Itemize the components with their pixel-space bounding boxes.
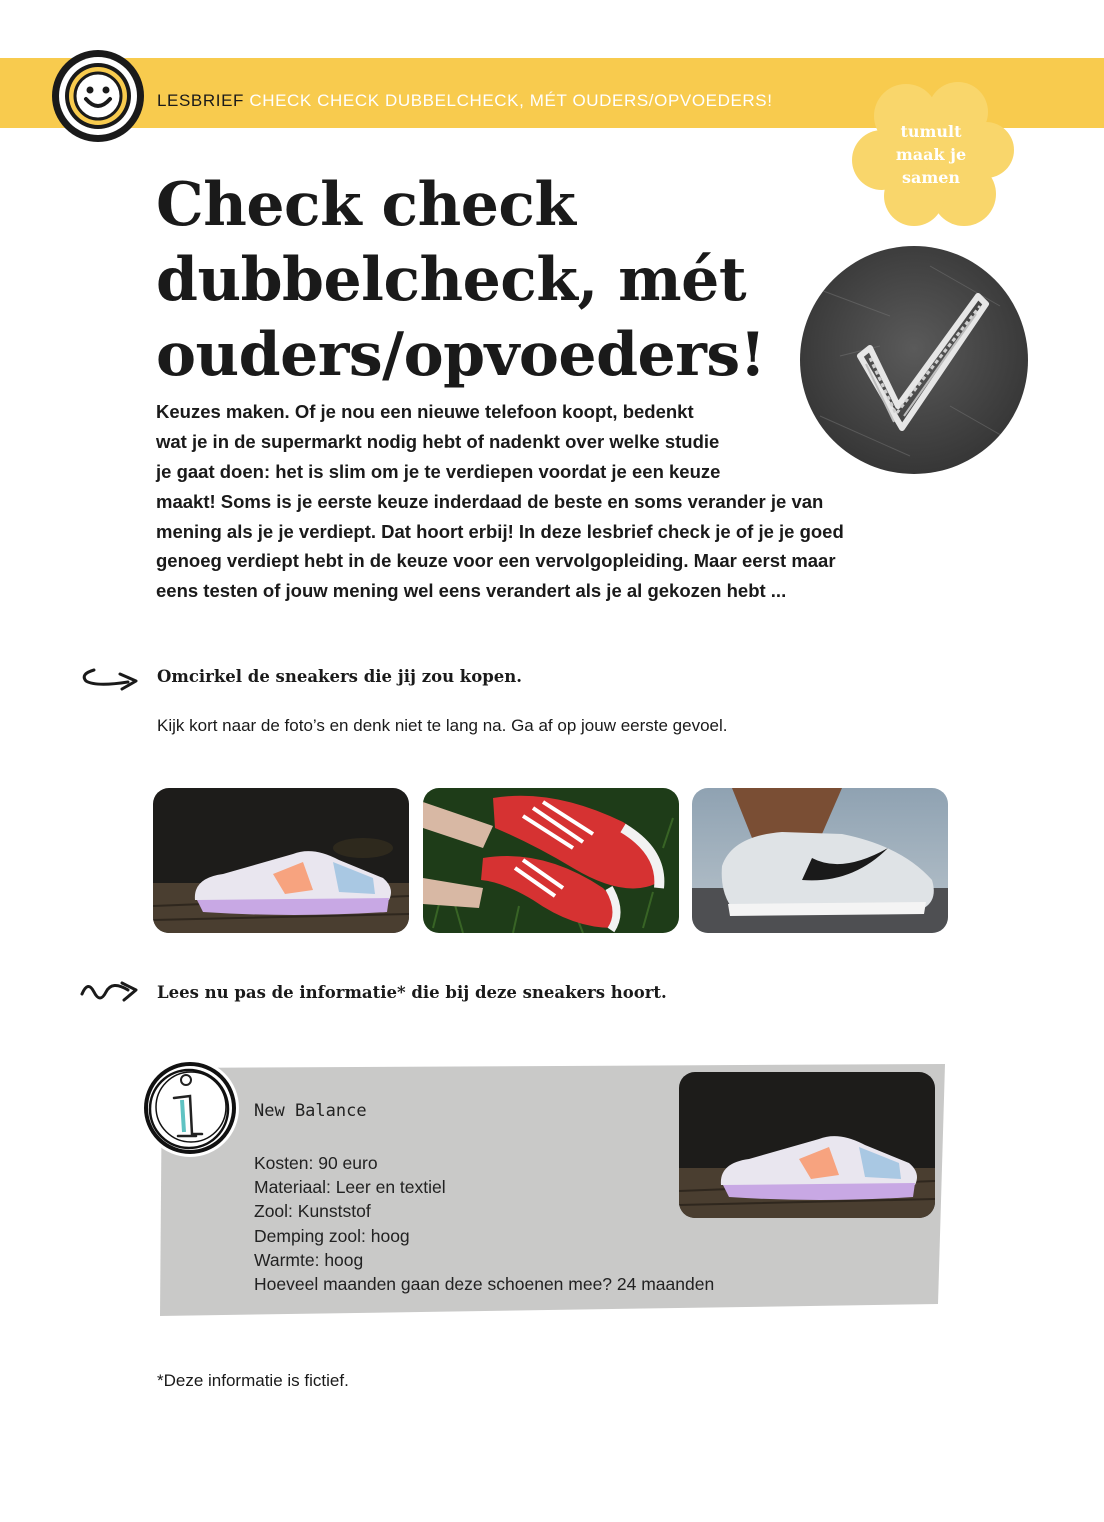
info-brand: New Balance [254, 1101, 367, 1121]
brand-line: tumult [900, 122, 962, 141]
info-line: Demping zool: hoog [254, 1225, 410, 1246]
brand-badge-text [860, 120, 1002, 189]
info-line: Zool: Kunststof [254, 1201, 371, 1222]
new-balance-sneaker-photo [153, 788, 409, 933]
info-line: Kosten: 90 euro [254, 1153, 378, 1173]
wavy-arrow-icon [78, 978, 144, 1006]
task-instruction: Lees nu pas de informatie* die bij deze sneakers hoort. [157, 983, 667, 1002]
sneaker-photo-3[interactable] [692, 788, 948, 933]
intro-line: wat je in de supermarkt nodig hebt of nadenkt over welke studie [156, 431, 720, 452]
intro-line: eens testen of jouw mening wel eens verandert als je al gekozen hebt ... [156, 580, 787, 601]
grey-nike-sneaker-photo [692, 788, 948, 933]
intro-line: maakt! Soms is je eerste keuze inderdaad de beste en soms verander je van [156, 491, 824, 512]
footnote: *Deze informatie is fictief. [157, 1371, 349, 1390]
red-canvas-sneaker-photo [423, 788, 679, 933]
info-list [254, 1151, 714, 1296]
header-subject: CHECK CHECK DUBBELCHECK, MÉT OUDERS/OPVOEDERS! [249, 91, 773, 110]
intro-line: je gaat doen: het is slim om je te verdiepen voordat je een keuze [156, 461, 721, 482]
sneaker-photo-1[interactable] [153, 788, 409, 933]
brand-line: samen [901, 168, 961, 187]
info-line: Warmte: hoog [254, 1249, 364, 1270]
task-subtext: Kijk kort naar de foto’s en denk niet te lang na. Ga af op jouw eerste gevoel. [157, 716, 728, 735]
title-line: dubbelcheck, mét [156, 245, 747, 315]
info-photo [679, 1072, 935, 1218]
title-line: Check check [156, 170, 576, 240]
sneaker-photo-2[interactable] [423, 788, 679, 933]
page-title [156, 168, 816, 393]
curved-arrow-icon [78, 664, 144, 692]
brand-line: maak je [895, 145, 967, 164]
info-line: Materiaal: Leer en textiel [254, 1177, 446, 1198]
smiley-icon [50, 48, 146, 144]
header-kicker: LESBRIEF [157, 91, 244, 110]
info-line: Hoeveel maanden gaan deze schoenen mee? 24 maanden [254, 1274, 715, 1295]
chalk-checkmark-icon [800, 246, 1028, 474]
intro-line: Keuzes maken. Of je nou een nieuwe telefoon koopt, bedenkt [156, 401, 694, 422]
intro-line: genoeg verdiept hebt in de keuze voor een vervolgopleiding. Maar eerst maar [156, 550, 836, 571]
header-title [157, 91, 773, 111]
new-balance-sneaker-photo [679, 1072, 935, 1218]
info-icon [138, 1056, 242, 1160]
task-instruction: Omcirkel de sneakers die jij zou kopen. [157, 667, 523, 686]
title-line: ouders/opvoeders! [156, 320, 766, 390]
intro-line: mening als je je verdiept. Dat hoort erbij! In deze lesbrief check je of je je goed [156, 521, 844, 542]
